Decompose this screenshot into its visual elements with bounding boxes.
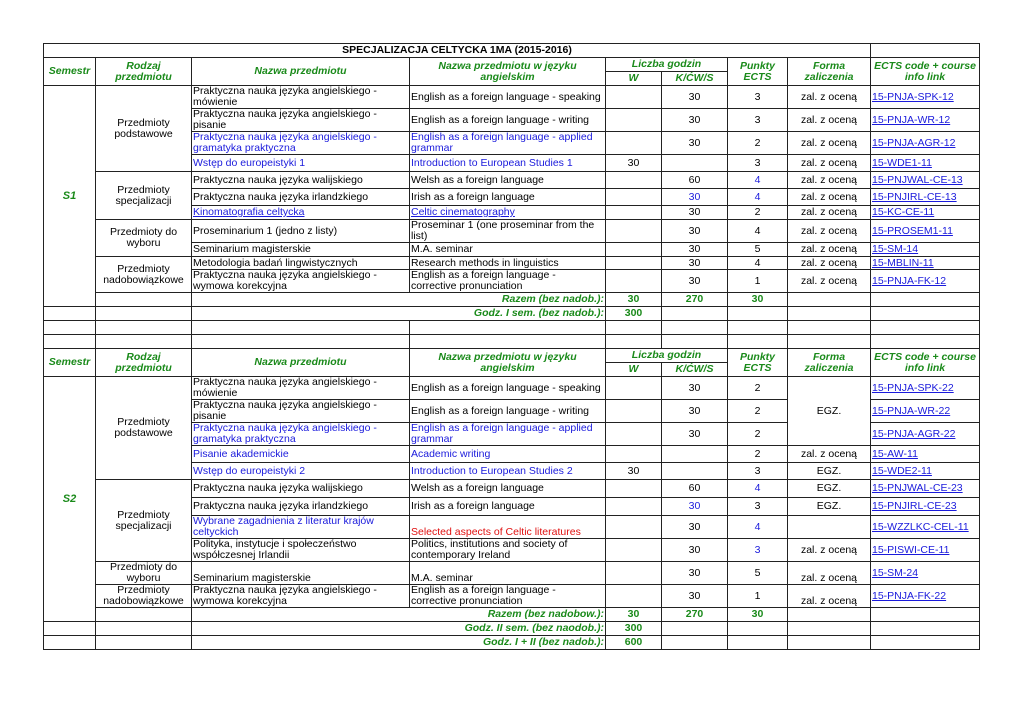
hours-kcw: 30	[662, 243, 728, 257]
category-label: Przedmioty do wyboru	[96, 220, 192, 257]
header-punkty: Punkty ECTS	[728, 58, 788, 86]
course-name-pl: Praktyczna nauka języka angielskiego - wymowa korekcyjna	[192, 270, 410, 293]
ects-code-link[interactable]: 15-PNJA-AGR-22	[872, 427, 956, 440]
ects-code-link[interactable]: 15-PNJA-AGR-12	[872, 136, 956, 149]
ects-code-link[interactable]: 15-PNJIRL-CE-23	[872, 500, 957, 512]
ects-code-link[interactable]: 15-WZZLKC-CEL-11	[872, 520, 969, 533]
course-name-en: English as a foreign language - applied grammar	[410, 132, 606, 155]
hours-w	[606, 562, 662, 585]
ects-points: 4	[728, 516, 788, 539]
table-row	[44, 257, 980, 270]
assessment-form: zal. z oceną	[788, 539, 871, 562]
ects-points: 3	[728, 109, 788, 132]
header-row-s1	[44, 58, 980, 72]
hours-w	[606, 423, 662, 446]
course-name-en: English as a foreign language - corrective pronunciation	[410, 585, 606, 608]
ects-code-link[interactable]: 15-PNJA-SPK-12	[872, 90, 954, 103]
course-name-en: English as a foreign language - writing	[410, 400, 606, 423]
hours-w	[606, 270, 662, 293]
assessment-form: zal. z oceną	[788, 257, 871, 270]
totals-label: Razem (bez nadobow.):	[192, 608, 606, 622]
header-liczba-godzin: Liczba godzin	[606, 349, 728, 363]
ects-code-link[interactable]: 15-MBLIN-11	[872, 256, 934, 269]
course-name-en: Celtic cinematography	[410, 206, 606, 220]
hours-kcw: 30	[662, 377, 728, 400]
ects-points: 1	[728, 270, 788, 293]
ects-points: 3	[728, 498, 788, 516]
table-row	[44, 562, 980, 585]
hours-w	[606, 86, 662, 109]
page-title: SPECJALIZACJA CELTYCKA 1MA (2015-2016)	[44, 44, 871, 58]
header-forma: Forma zaliczenia	[788, 58, 871, 86]
course-name-en: M.A. seminar	[410, 562, 606, 585]
table-row	[44, 585, 980, 608]
hours-kcw: 30	[662, 585, 728, 608]
hours-w	[606, 400, 662, 423]
course-name-pl: Metodologia badań lingwistycznych	[192, 257, 410, 270]
hours-kcw: 60	[662, 172, 728, 189]
course-name-en: M.A. seminar	[410, 243, 606, 257]
assessment-form: zal. z oceną	[788, 132, 871, 155]
category-label: Przedmioty do wyboru	[96, 562, 192, 585]
header-kcw: K/ĆW/S	[662, 363, 728, 377]
course-name-en: Academic writing	[410, 446, 606, 463]
table-row	[44, 86, 980, 109]
total-kcw: 270	[662, 608, 728, 622]
hours-kcw: 30	[662, 206, 728, 220]
header-semestr: Semestr	[44, 349, 96, 377]
ects-points: 2	[728, 377, 788, 400]
ects-code-link[interactable]: 15-KC-CE-11	[872, 206, 935, 218]
hours-kcw: 30	[662, 86, 728, 109]
header-liczba-godzin: Liczba godzin	[606, 58, 728, 72]
hours-w	[606, 257, 662, 270]
assessment-form: zal. z oceną	[788, 172, 871, 189]
semester-hours-value: 300	[606, 622, 662, 636]
hours-w	[606, 206, 662, 220]
assessment-form: zal. z oceną	[788, 189, 871, 206]
course-plan-table	[43, 43, 980, 650]
course-name-en: English as a foreign language - speaking	[410, 377, 606, 400]
course-name-en: English as a foreign language - writing	[410, 109, 606, 132]
category-label: Przedmioty podstawowe	[96, 86, 192, 172]
totals-row	[44, 293, 980, 307]
ects-points: 5	[728, 562, 788, 585]
course-name-pl: Pisanie akademickie	[192, 446, 410, 463]
semester-hours-label: Godz. II sem. (bez naodob.):	[192, 622, 606, 636]
ects-code-link[interactable]: 15-PNJA-WR-12	[872, 113, 951, 126]
course-name-pl: Praktyczna nauka języka walijskiego	[192, 480, 410, 498]
course-name-en: Welsh as a foreign language	[410, 480, 606, 498]
category-label: Przedmioty nadobowiązkowe	[96, 585, 192, 608]
semester-hours-value: 300	[606, 307, 662, 321]
hours-kcw	[662, 446, 728, 463]
year-hours-label: Godz. I + II (bez nadob.):	[192, 636, 606, 650]
course-name-en: Politics, institutions and society of contemporary Ireland	[410, 539, 606, 562]
year-hours-row	[44, 636, 980, 650]
ects-points: 4	[728, 172, 788, 189]
hours-w	[606, 243, 662, 257]
course-name-en: Selected aspects of Celtic literatures	[410, 516, 606, 539]
assessment-form: zal. z oceną	[788, 270, 871, 293]
semester-hours-row	[44, 622, 980, 636]
course-name-en: Irish as a foreign language	[410, 189, 606, 206]
assessment-form: zal. z oceną	[788, 446, 871, 463]
course-name-pl: Polityka, instytucje i społeczeństwo współczesnej Irlandii	[192, 539, 410, 562]
hours-kcw: 30	[662, 400, 728, 423]
hours-w	[606, 377, 662, 400]
hours-kcw: 30	[662, 189, 728, 206]
hours-kcw: 30	[662, 132, 728, 155]
category-label: Przedmioty specjalizacji	[96, 172, 192, 220]
hours-kcw: 30	[662, 562, 728, 585]
ects-points: 3	[728, 463, 788, 480]
course-table-wrapper	[43, 43, 980, 650]
course-name-pl: Seminarium magisterskie	[192, 562, 410, 585]
header-punkty: Punkty ECTS	[728, 349, 788, 377]
course-name-pl: Praktyczna nauka języka irlandzkiego	[192, 189, 410, 206]
hours-kcw: 30	[662, 220, 728, 243]
header-w: W	[606, 72, 662, 86]
header-semestr: Semestr	[44, 58, 96, 86]
assessment-form: zal. z oceną	[788, 109, 871, 132]
course-name-en: English as a foreign language - speaking	[410, 86, 606, 109]
course-name-pl: Proseminarium 1 (jedno z listy)	[192, 220, 410, 243]
ects-code-link[interactable]: 15-PNJA-FK-12	[872, 274, 947, 287]
assessment-form: zal. z oceną	[788, 243, 871, 257]
hours-w	[606, 516, 662, 539]
course-name-en: Introduction to European Studies 2	[410, 463, 606, 480]
ects-points: 4	[728, 189, 788, 206]
ects-points: 4	[728, 257, 788, 270]
semester-label: S1	[44, 86, 96, 307]
assessment-form: EGZ.	[788, 480, 871, 498]
assessment-form: zal. z oceną	[788, 206, 871, 220]
total-ects: 30	[728, 293, 788, 307]
header-ects: ECTS code + course info link	[871, 349, 980, 377]
ects-code-link[interactable]: 15-SM-24	[872, 566, 919, 579]
ects-code-link[interactable]: 15-WDE1-11	[872, 156, 932, 169]
ects-code-link[interactable]: 15-PNJWAL-CE-13	[872, 173, 963, 186]
header-rodzaj: Rodzaj przedmiotu	[96, 349, 192, 377]
ects-code-link[interactable]: 15-PNJA-WR-22	[872, 404, 951, 417]
category-label: Przedmioty nadobowiązkowe	[96, 257, 192, 293]
ects-points: 2	[728, 423, 788, 446]
course-name-pl: Wybrane zagadnienia z literatur krajów celtyckich	[192, 516, 410, 539]
course-name-pl: Praktyczna nauka języka angielskiego - mówienie	[192, 86, 410, 109]
ects-code-link[interactable]: 15-PISWI-CE-11	[872, 543, 950, 556]
table-row	[44, 220, 980, 243]
semester-hours-row	[44, 307, 980, 321]
assessment-form: zal. z oceną	[788, 585, 871, 608]
course-name-en: Welsh as a foreign language	[410, 172, 606, 189]
assessment-form: zal. z oceną	[788, 562, 871, 585]
category-label: Przedmioty specjalizacji	[96, 480, 192, 562]
table-row	[44, 172, 980, 189]
assessment-form: zal. z oceną	[788, 155, 871, 172]
ects-points: 5	[728, 243, 788, 257]
course-name-pl: Kinomatografia celtycka	[192, 206, 410, 220]
header-nazwa: Nazwa przedmiotu	[192, 58, 410, 86]
hours-kcw: 60	[662, 480, 728, 498]
header-rodzaj: Rodzaj przedmiotu	[96, 58, 192, 86]
title-row	[44, 44, 980, 58]
course-name-en: Introduction to European Studies 1	[410, 155, 606, 172]
total-w: 30	[606, 293, 662, 307]
hours-w	[606, 132, 662, 155]
ects-code-link[interactable]: 15-PNJIRL-CE-13	[872, 190, 957, 203]
course-name-pl: Praktyczna nauka języka angielskiego - wymowa korekcyjna	[192, 585, 410, 608]
year-hours-value: 600	[606, 636, 662, 650]
hours-w: 30	[606, 155, 662, 172]
hours-w	[606, 539, 662, 562]
semester-label: S2	[44, 377, 96, 622]
hours-kcw: 30	[662, 516, 728, 539]
hours-kcw: 30	[662, 109, 728, 132]
header-w: W	[606, 363, 662, 377]
course-name-pl: Praktyczna nauka języka angielskiego - pisanie	[192, 109, 410, 132]
ects-code-link[interactable]: 15-PNJA-FK-22	[872, 589, 947, 602]
ects-code-link[interactable]: 15-WDE2-11	[872, 464, 932, 477]
table-row	[44, 480, 980, 498]
ects-points: 3	[728, 155, 788, 172]
course-name-pl: Praktyczna nauka języka angielskiego - gramatyka praktyczna	[192, 423, 410, 446]
hours-w	[606, 585, 662, 608]
hours-w	[606, 189, 662, 206]
course-name-pl: Praktyczna nauka języka angielskiego - mówienie	[192, 377, 410, 400]
assessment-form: zal. z oceną	[788, 220, 871, 243]
course-name-pl: Praktyczna nauka języka angielskiego - gramatyka praktyczna	[192, 132, 410, 155]
hours-kcw	[662, 155, 728, 172]
hours-kcw: 30	[662, 270, 728, 293]
hours-w	[606, 498, 662, 516]
hours-kcw: 30	[662, 498, 728, 516]
ects-points: 4	[728, 220, 788, 243]
ects-code-link[interactable]: 15-PNJA-SPK-22	[872, 381, 954, 394]
ects-code-link[interactable]: 15-AW-11	[872, 447, 918, 460]
ects-code-link[interactable]: 15-PNJWAL-CE-23	[872, 482, 963, 494]
ects-points: 2	[728, 132, 788, 155]
ects-code-link[interactable]: 15-PROSEM1-11	[872, 224, 953, 237]
table-row	[44, 377, 980, 400]
hours-kcw	[662, 463, 728, 480]
assessment-form	[788, 516, 871, 539]
hours-kcw: 30	[662, 257, 728, 270]
total-w: 30	[606, 608, 662, 622]
header-nazwa-en: Nazwa przedmiotu w języku angielskim	[410, 349, 606, 377]
course-name-pl: Praktyczna nauka języka walijskiego	[192, 172, 410, 189]
course-name-pl: Wstęp do europeistyki 2	[192, 463, 410, 480]
ects-code-link[interactable]: 15-SM-14	[872, 243, 919, 255]
assessment-form: EGZ.	[788, 377, 871, 446]
assessment-form: EGZ.	[788, 498, 871, 516]
total-ects: 30	[728, 608, 788, 622]
course-name-en: Research methods in linguistics	[410, 257, 606, 270]
hours-w: 30	[606, 463, 662, 480]
category-label: Przedmioty podstawowe	[96, 377, 192, 480]
course-name-pl: Praktyczna nauka języka angielskiego - pisanie	[192, 400, 410, 423]
header-ects: ECTS code + course info link	[871, 58, 980, 86]
course-name-pl: Praktyczna nauka języka irlandzkiego	[192, 498, 410, 516]
course-name-en: English as a foreign language - corrective pronunciation	[410, 270, 606, 293]
course-name-en: Irish as a foreign language	[410, 498, 606, 516]
header-nazwa: Nazwa przedmiotu	[192, 349, 410, 377]
header-kcw: K/ĆW/S	[662, 72, 728, 86]
course-name-en: Proseminar 1 (one proseminar from the list)	[410, 220, 606, 243]
header-nazwa-en: Nazwa przedmiotu w języku angielskim	[410, 58, 606, 86]
ects-points: 2	[728, 400, 788, 423]
hours-w	[606, 109, 662, 132]
totals-label: Razem (bez nadob.):	[192, 293, 606, 307]
ects-points: 1	[728, 585, 788, 608]
header-forma: Forma zaliczenia	[788, 349, 871, 377]
semester-hours-label: Godz. I sem. (bez nadob.):	[192, 307, 606, 321]
hours-kcw: 30	[662, 423, 728, 446]
header-row-s2	[44, 349, 980, 363]
ects-points: 4	[728, 480, 788, 498]
hours-kcw: 30	[662, 539, 728, 562]
totals-row	[44, 608, 980, 622]
hours-w	[606, 220, 662, 243]
course-name-en: English as a foreign language - applied grammar	[410, 423, 606, 446]
total-kcw: 270	[662, 293, 728, 307]
ects-points: 3	[728, 539, 788, 562]
ects-points: 2	[728, 446, 788, 463]
hours-w	[606, 480, 662, 498]
ects-points: 3	[728, 86, 788, 109]
ects-points: 2	[728, 206, 788, 220]
course-name-pl: Wstęp do europeistyki 1	[192, 155, 410, 172]
hours-w	[606, 446, 662, 463]
hours-w	[606, 172, 662, 189]
assessment-form: zal. z oceną	[788, 86, 871, 109]
assessment-form: EGZ.	[788, 463, 871, 480]
course-name-pl: Seminarium magisterskie	[192, 243, 410, 257]
